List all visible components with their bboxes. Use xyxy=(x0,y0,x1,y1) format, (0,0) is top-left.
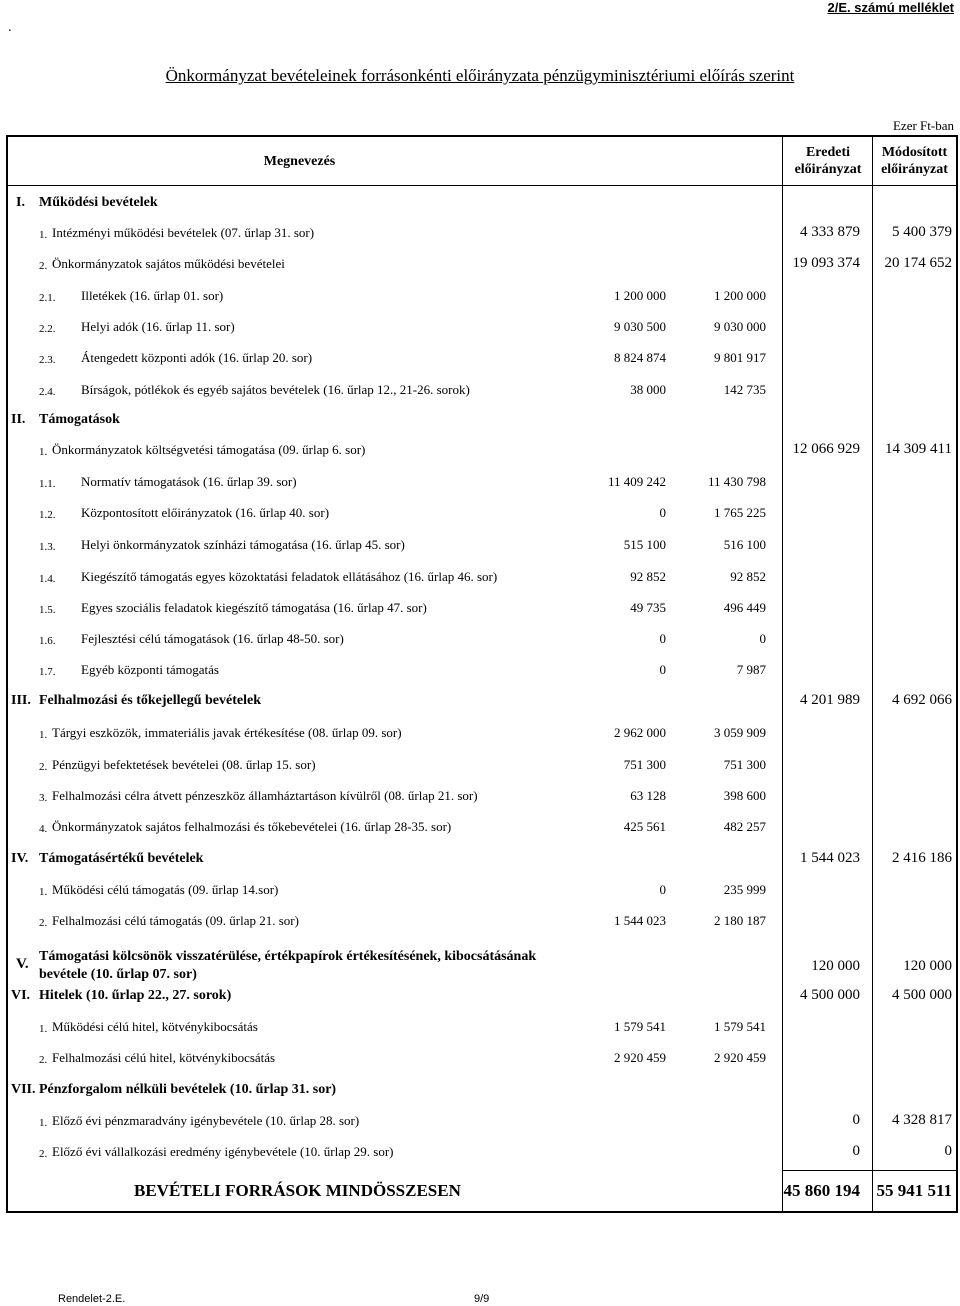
table-row xyxy=(8,1136,956,1162)
table-row xyxy=(8,654,956,680)
row-label: Helyi adók (16. űrlap 11. sor) xyxy=(81,319,235,334)
table-row xyxy=(8,749,956,775)
header-modified: Módosított előirányzat xyxy=(872,137,956,185)
table-row xyxy=(8,1011,956,1037)
row-number: 1. xyxy=(39,886,48,898)
row-number: 2. xyxy=(39,761,48,773)
modified-amount: 120 000 xyxy=(903,958,952,974)
detail-amount-1: 1 200 000 xyxy=(614,288,666,303)
row-label: Helyi önkormányzatok színházi támogatása (16. űrlap 45. sor) xyxy=(81,537,405,552)
detail-amount-2: 496 449 xyxy=(723,600,766,615)
row-label: Bírságok, pótlékok és egyéb sajátos bevételek (16. űrlap 12., 21-26. sorok) xyxy=(81,382,470,397)
row-label: Intézményi működési bevételek (07. űrlap 31. sor) xyxy=(52,225,315,240)
detail-amount-1: 0 xyxy=(659,631,666,646)
table-row xyxy=(8,874,956,900)
detail-amount-2: 2 920 459 xyxy=(714,1050,766,1065)
appendix-label: 2/E. számú melléklet xyxy=(827,0,954,15)
row-number: 1. xyxy=(39,1023,48,1035)
detail-amount-2: 516 100 xyxy=(723,537,766,552)
row-label: Önkormányzatok költségvetési támogatása (09. űrlap 6. sor) xyxy=(52,442,366,457)
row-label: Egyéb központi támogatás xyxy=(81,662,219,677)
budget-table xyxy=(6,135,958,1213)
row-number: 1. xyxy=(39,1117,48,1129)
modified-amount: 5 400 379 xyxy=(892,224,952,240)
stray-dot: . xyxy=(8,20,12,35)
row-number: 2.4. xyxy=(39,386,56,398)
row-label: Pénzforgalom nélküli bevételek (10. űrlap 31. sor) xyxy=(39,1082,337,1097)
row-number: 1.1. xyxy=(39,478,56,490)
row-number: 2. xyxy=(39,1148,48,1160)
row-number: 1. xyxy=(39,729,48,741)
row-label: Átengedett központi adók (16. űrlap 20. sor) xyxy=(81,350,313,365)
table-row xyxy=(8,843,956,869)
detail-amount-2: 482 257 xyxy=(723,819,766,834)
detail-amount-2: 9 801 917 xyxy=(714,350,766,365)
row-label: Felhalmozási célú támogatás (09. űrlap 21. sor) xyxy=(52,913,299,928)
detail-amount-1: 92 852 xyxy=(630,569,666,584)
modified-amount: 4 500 000 xyxy=(892,987,952,1003)
detail-amount-2: 11 430 798 xyxy=(707,474,766,489)
table-row xyxy=(8,623,956,649)
table-row xyxy=(8,217,956,243)
row-number: 2.1. xyxy=(39,292,56,304)
table-row xyxy=(8,248,956,274)
row-number: IV. xyxy=(11,851,29,866)
row-label: Normatív támogatások (16. űrlap 39. sor) xyxy=(81,474,297,489)
row-label: Tárgyi eszközök, immateriális javak értékesítése (08. űrlap 09. sor) xyxy=(52,725,402,740)
row-label: Felhalmozási célra átvett pénzeszköz államháztartáson kívülről (08. űrlap 21. sor) xyxy=(52,788,478,803)
detail-amount-1: 1 544 023 xyxy=(614,913,666,928)
total-divider xyxy=(782,1170,956,1171)
modified-amount: 4 328 817 xyxy=(892,1112,952,1128)
row-number: 1.6. xyxy=(39,635,56,647)
row-label: Felhalmozási és tőkejellegű bevételek xyxy=(39,693,262,708)
modified-amount: 20 174 652 xyxy=(884,255,952,271)
row-label: Támogatásértékű bevételek xyxy=(39,851,204,866)
row-label: Kiegészítő támogatás egyes közoktatási feladatok ellátásához (16. űrlap 46. sor) xyxy=(81,569,498,584)
row-label: Egyes szociális feladatok kiegészítő támogatása (16. űrlap 47. sor) xyxy=(81,600,427,615)
row-label: Hitelek (10. űrlap 22., 27. sorok) xyxy=(39,988,232,1003)
table-row xyxy=(8,342,956,368)
original-amount: 4 500 000 xyxy=(800,987,860,1003)
row-label: Központosított előirányzatok (16. űrlap 40. sor) xyxy=(81,505,330,520)
detail-amount-1: 2 962 000 xyxy=(614,725,666,740)
row-label: Fejlesztési célú támogatások (16. űrlap 48-50. sor) xyxy=(81,631,344,646)
original-amount: 19 093 374 xyxy=(792,255,860,271)
row-label: Működési célú hitel, kötvénykibocsátás xyxy=(52,1019,258,1034)
row-label: Előző évi vállalkozási eredmény igénybevétele (10. űrlap 29. sor) xyxy=(52,1144,394,1159)
table-row xyxy=(8,980,956,1006)
row-number: VII. xyxy=(11,1082,36,1097)
modified-amount: 2 416 186 xyxy=(892,850,952,866)
row-label: Pénzügyi befektetések bevételei (08. űrlap 15. sor) xyxy=(52,757,316,772)
table-row xyxy=(8,905,956,931)
total-label: BEVÉTELI FORRÁSOK MINDÖSSZESEN xyxy=(134,1181,461,1200)
footer-reference: Rendelet-2.E. xyxy=(58,1293,126,1305)
row-label: Önkormányzatok sajátos felhalmozási és tőkebevételei (16. űrlap 28-35. sor) xyxy=(52,819,452,834)
original-amount: 120 000 xyxy=(811,958,860,974)
table-row xyxy=(8,811,956,837)
detail-amount-2: 92 852 xyxy=(730,569,766,584)
detail-amount-1: 0 xyxy=(659,662,666,677)
detail-amount-1: 0 xyxy=(659,882,666,897)
row-number: 2.3. xyxy=(39,354,56,366)
detail-amount-2: 9 030 000 xyxy=(714,319,766,334)
row-number: II. xyxy=(11,412,26,427)
detail-amount-1: 49 735 xyxy=(630,600,666,615)
table-row xyxy=(8,280,956,306)
row-label: Támogatási kölcsönök visszatérülése, értékpapírok értékesítésének, kibocsátásának xyxy=(39,949,537,964)
detail-amount-1: 2 920 459 xyxy=(614,1050,666,1065)
table-row xyxy=(8,1042,956,1068)
unit-label: Ezer Ft-ban xyxy=(892,118,954,133)
original-amount: 4 333 879 xyxy=(800,224,860,240)
row-number: 2. xyxy=(39,260,48,272)
detail-amount-2: 235 999 xyxy=(723,882,766,897)
row-label: Előző évi pénzmaradvány igénybevétele (10. űrlap 28. sor) xyxy=(52,1113,360,1128)
detail-amount-2: 142 735 xyxy=(723,382,766,397)
original-amount: 12 066 929 xyxy=(792,441,860,457)
row-number: 2. xyxy=(39,1054,48,1066)
modified-amount: 4 692 066 xyxy=(892,692,952,708)
detail-amount-2: 398 600 xyxy=(723,788,766,803)
table-row xyxy=(8,434,956,460)
row-number: 2.2. xyxy=(39,323,56,335)
row-number: 1.4. xyxy=(39,573,56,585)
table-row xyxy=(8,311,956,337)
table-row xyxy=(8,1074,956,1100)
table-row xyxy=(8,561,956,587)
header-name: Megnevezés xyxy=(263,153,336,169)
original-amount: 0 xyxy=(852,1143,860,1159)
page-title: Önkormányzat bevételeinek forrásonkénti előirányzata pénzügyminisztériumi előírás szerint xyxy=(165,66,795,85)
row-label: Önkormányzatok sajátos működési bevételei xyxy=(52,256,285,271)
table-row xyxy=(8,374,956,400)
row-number: 1.7. xyxy=(39,666,56,678)
table-row xyxy=(8,717,956,743)
row-number: III. xyxy=(11,693,31,708)
row-number: 1.5. xyxy=(39,604,56,616)
modified-amount: 0 xyxy=(944,1143,952,1159)
table-row xyxy=(8,497,956,523)
detail-amount-2: 2 180 187 xyxy=(714,913,766,928)
total-row xyxy=(8,1177,956,1207)
detail-amount-1: 751 300 xyxy=(623,757,666,772)
table-row xyxy=(8,685,956,711)
total-original: 45 860 194 xyxy=(783,1181,860,1200)
detail-amount-1: 1 579 541 xyxy=(614,1019,666,1034)
table-header xyxy=(8,137,956,186)
total-modified: 55 941 511 xyxy=(876,1181,952,1200)
row-label: Támogatások xyxy=(39,412,120,427)
detail-amount-2: 0 xyxy=(759,631,766,646)
row-number: V. xyxy=(16,956,29,972)
detail-amount-2: 3 059 909 xyxy=(714,725,766,740)
detail-amount-2: 1 579 541 xyxy=(714,1019,766,1034)
footer-page-number: 9/9 xyxy=(474,1293,490,1305)
table-row xyxy=(8,1105,956,1131)
detail-amount-1: 9 030 500 xyxy=(614,319,666,334)
detail-amount-2: 751 300 xyxy=(723,757,766,772)
detail-amount-2: 1 765 225 xyxy=(714,505,766,520)
detail-amount-1: 63 128 xyxy=(630,788,666,803)
header-original: Eredeti előirányzat xyxy=(782,137,873,185)
row-number: 4. xyxy=(39,823,48,835)
detail-amount-1: 425 561 xyxy=(623,819,666,834)
row-number: VI. xyxy=(11,988,31,1003)
detail-amount-1: 515 100 xyxy=(623,537,666,552)
detail-amount-1: 8 824 874 xyxy=(614,350,666,365)
table-row xyxy=(8,780,956,806)
table-row xyxy=(8,466,956,492)
row-label: Felhalmozási célú hitel, kötvénykibocsátás xyxy=(52,1050,276,1065)
row-label: Működési bevételek xyxy=(39,195,158,210)
detail-amount-2: 1 200 000 xyxy=(714,288,766,303)
original-amount: 4 201 989 xyxy=(800,692,860,708)
row-number: 2. xyxy=(39,917,48,929)
row-label: Működési célú támogatás (09. űrlap 14.sor) xyxy=(52,882,279,897)
detail-amount-2: 7 987 xyxy=(736,662,766,677)
table-row xyxy=(8,404,956,430)
detail-amount-1: 11 409 242 xyxy=(607,474,666,489)
row-number: 1. xyxy=(39,229,48,241)
original-amount: 0 xyxy=(852,1112,860,1128)
modified-amount: 14 309 411 xyxy=(885,441,952,457)
row-label: Illetékek (16. űrlap 01. sor) xyxy=(81,288,224,303)
row-number: I. xyxy=(16,195,25,210)
table-row xyxy=(8,529,956,555)
table-row xyxy=(8,187,956,213)
table-row xyxy=(8,592,956,618)
detail-amount-1: 38 000 xyxy=(630,382,666,397)
row-number: 3. xyxy=(39,792,48,804)
row-label-continued: bevétele (10. űrlap 07. sor) xyxy=(39,967,197,982)
original-amount: 1 544 023 xyxy=(800,850,860,866)
row-number: 1. xyxy=(39,446,48,458)
row-number: 1.3. xyxy=(39,541,56,553)
row-number: 1.2. xyxy=(39,509,56,521)
detail-amount-1: 0 xyxy=(659,505,666,520)
